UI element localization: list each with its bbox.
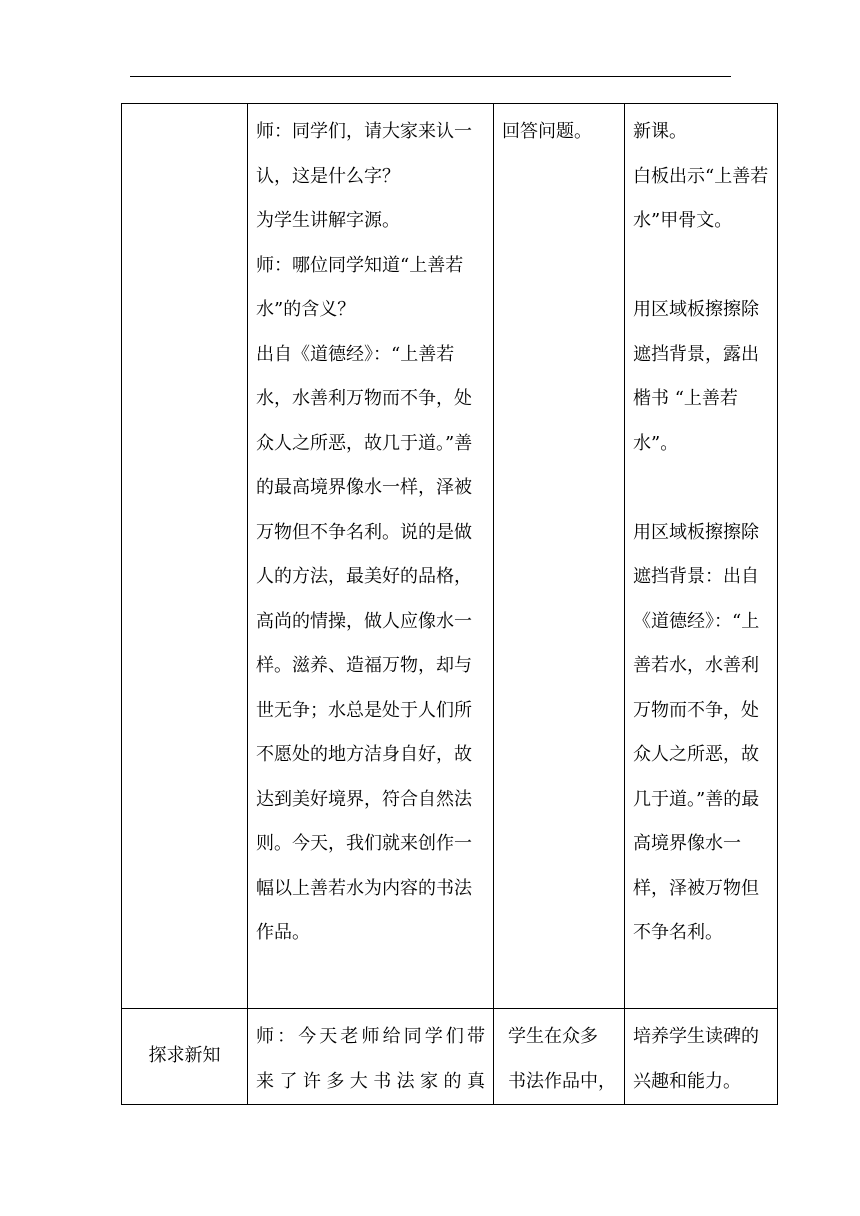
teacher-line: 师：哪位同学知道“上善若水”的含义？ xyxy=(256,254,464,320)
student-line: 书法作品中， xyxy=(508,1070,616,1092)
stage-cell xyxy=(122,1009,248,1105)
table-row xyxy=(122,104,778,1009)
table-row xyxy=(122,1009,778,1105)
teacher-line: 师：同学们，请大家来认一认，这是什么字？ xyxy=(256,121,472,187)
intent-line: 白板出示“上善若水”甲骨文。 xyxy=(633,165,769,231)
teacher-line: 来了许多大书法家的真 xyxy=(256,1070,485,1092)
spacer xyxy=(633,244,769,289)
stage-label: 探求新知 xyxy=(148,1045,221,1067)
intent-line: 用区域板擦擦除遮挡背景：出自《道德经》：“上善若水，水善利万物而不争，处众人之所恶，故几于道。”善的最高境界像水一样，泽被万物但不争名利。 xyxy=(633,521,760,943)
teacher-activity-cell xyxy=(248,104,494,1009)
header-rule xyxy=(130,76,731,77)
design-intent-cell xyxy=(625,1009,778,1105)
student-activity-cell xyxy=(494,1009,625,1105)
teacher-line: 出自《道德经》：“上善若水，水善利万物而不争，处众人之所恶，故几于道。”善的最高境界像水一样，泽被万物但不争名利。说的是做人的方法，最美好的品格，高尚的情操，做人应像水一样。滋养、造福万物，却与世无争；水总是处于人们所不愿处的地方洁身自好，故达到美好境界，符合自然法则。今天，我们就来创作一幅以上善若水为内容的书法作品。 xyxy=(256,343,473,943)
intent-line: 新课。 xyxy=(633,121,687,142)
student-line: 回答问题。 xyxy=(502,121,592,142)
spacer xyxy=(633,466,769,511)
intent-line: 培养学生读碑的兴趣和能力。 xyxy=(633,1026,759,1092)
student-line: 学生在众多 xyxy=(508,1026,598,1047)
teacher-activity-cell xyxy=(248,1009,494,1105)
teacher-line: 师：今天老师给同学们带 xyxy=(256,1026,485,1047)
teacher-line: 为学生讲解字源。 xyxy=(256,210,400,231)
design-intent-cell xyxy=(625,104,778,1009)
stage-cell xyxy=(122,104,248,1009)
lesson-plan-table xyxy=(121,103,778,1105)
student-activity-cell xyxy=(494,104,625,1009)
intent-line: 用区域板擦擦除遮挡背景，露出楷书 “上善若水”。 xyxy=(633,299,759,454)
